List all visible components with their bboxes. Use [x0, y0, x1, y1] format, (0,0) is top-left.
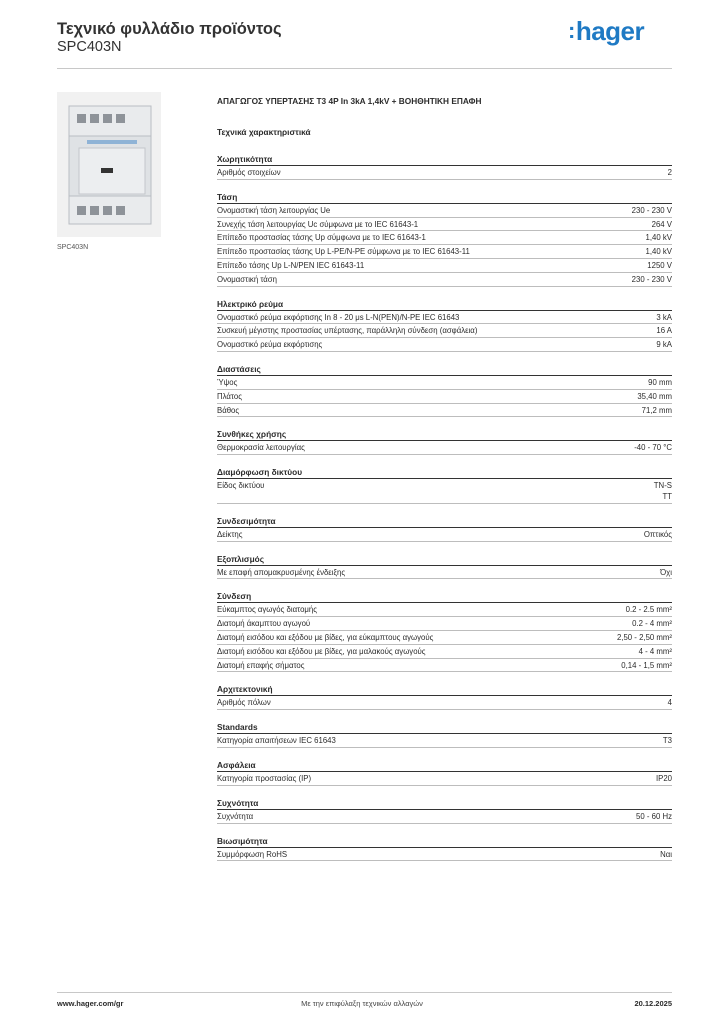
- spec-label: Ονομαστική τάση: [217, 274, 277, 284]
- spec-row: [217, 338, 672, 352]
- spec-value: T3: [662, 736, 672, 746]
- spec-row: [217, 772, 672, 786]
- spec-label: Συχνότητα: [217, 811, 254, 821]
- spec-value: Ναι: [660, 849, 672, 859]
- spec-label: Επίπεδο τάσης Up L-N/PEN IEC 61643-11: [217, 260, 365, 270]
- header-divider: [57, 68, 672, 69]
- spec-label: Επίπεδο προστασίας τάσης Up σύμφωνα με το IEC 61643-1: [217, 233, 426, 243]
- spec-label: Επίπεδο προστασίας τάσης Up L-PE/N-PE σύμφωνα με το IEC 61643-11: [217, 247, 470, 257]
- section-heading: Αρχιτεκτονική: [217, 684, 672, 696]
- section-heading: Συνδεσιμότητα: [217, 516, 672, 528]
- spec-label: Διατομή άκαμπτου αγωγού: [217, 619, 311, 629]
- spec-label: Βάθος: [217, 405, 240, 415]
- spec-label: Είδος δικτύου: [217, 481, 265, 491]
- product-code: SPC403N: [57, 39, 122, 55]
- section-heading: Βιωσιμότητα: [217, 836, 672, 848]
- section-heading: Ασφάλεια: [217, 760, 672, 772]
- tech-heading: Τεχνικά χαρακτηριστικά: [217, 127, 311, 137]
- spec-label: Ονομαστική τάση λειτουργίας Ue: [217, 205, 331, 215]
- spec-row: [217, 566, 672, 580]
- spec-label: Συνεχής τάση λειτουργίας Uc σύμφωνα με το IEC 61643-1: [217, 219, 419, 229]
- spec-row: [217, 218, 672, 232]
- spec-value: 1,40 kV: [645, 247, 672, 257]
- spec-value: 230 - 230 V: [631, 274, 672, 284]
- spec-value: 2: [667, 168, 672, 177]
- section-heading: Συνθήκες χρήσης: [217, 429, 672, 441]
- spec-label: Διατομή εισόδου και εξόδου με βίδες, για εύκαμπτους αγωγούς: [217, 632, 434, 642]
- spec-row: [217, 259, 672, 273]
- spec-value: Όχι: [660, 567, 672, 577]
- spec-row: [217, 245, 672, 259]
- spec-value: 1,40 kV: [645, 233, 672, 243]
- document-title: Τεχνικό φυλλάδιο προϊόντος: [57, 20, 282, 38]
- spec-value: 0.2 - 2.5 mm²: [625, 605, 672, 615]
- section-heading: Standards: [217, 722, 672, 734]
- section-heading: Εξοπλισμός: [217, 554, 672, 566]
- spec-value: 16 A: [656, 326, 672, 336]
- spec-label: Κατηγορία προστασίας (IP): [217, 773, 312, 783]
- spec-section: [217, 760, 672, 786]
- spec-value: 264 V: [651, 219, 672, 229]
- spec-value: 0.2 - 4 mm²: [632, 619, 672, 629]
- product-image: [57, 92, 161, 237]
- spec-row: [217, 528, 672, 542]
- spec-value: 9 kA: [656, 340, 672, 350]
- spec-value: 50 - 60 Hz: [636, 811, 672, 821]
- section-heading: Διαμόρφωση δικτύου: [217, 467, 672, 479]
- spec-value: 35,40 mm: [637, 391, 672, 401]
- spec-row: [217, 810, 672, 824]
- spec-row: [217, 848, 672, 862]
- spec-label: Ονομαστικό ρεύμα εκφόρτισης: [217, 340, 323, 350]
- spec-value: 230 - 230 V: [631, 205, 672, 215]
- spec-section: [217, 364, 672, 417]
- spec-section: [217, 154, 672, 180]
- spec-label: Εύκαμπτος αγωγός διατομής: [217, 605, 318, 615]
- spec-section: [217, 591, 672, 672]
- spec-label: Αριθμός στοιχείων: [217, 168, 281, 177]
- spec-row: [217, 645, 672, 659]
- spec-label: Συσκευή μέγιστης προστασίας υπέρτασης, παράλληλη σύνδεση (ασφάλεια): [217, 326, 478, 336]
- spec-row: [217, 376, 672, 390]
- section-heading: Σύνδεση: [217, 591, 672, 603]
- spec-value: TN-S TT: [653, 481, 672, 501]
- spec-label: Κατηγορία απαιτήσεων IEC 61643: [217, 736, 336, 746]
- spec-row: [217, 404, 672, 418]
- spec-label: Αριθμός πόλων: [217, 698, 271, 708]
- spec-row: [217, 324, 672, 338]
- spec-row: [217, 441, 672, 455]
- footer-note: Με την επιφύλαξη τεχνικών αλλαγών: [301, 999, 423, 1008]
- spec-section: [217, 429, 672, 455]
- section-heading: Ηλεκτρικό ρεύμα: [217, 299, 672, 311]
- spec-row: [217, 734, 672, 748]
- spec-label: Δείκτης: [217, 529, 243, 539]
- spec-value: 1250 V: [647, 260, 672, 270]
- spec-row: [217, 659, 672, 673]
- section-heading: Χωρητικότητα: [217, 154, 672, 166]
- surge-arrester-icon: [57, 92, 161, 237]
- spec-row: [217, 390, 672, 404]
- spec-section: [217, 467, 672, 504]
- spec-value: 71,2 mm: [641, 405, 672, 415]
- footer-date: 20.12.2025: [634, 999, 672, 1008]
- spec-row: [217, 204, 672, 218]
- spec-section: [217, 554, 672, 580]
- spec-value: 4: [667, 698, 672, 708]
- spec-label: Ονομαστικό ρεύμα εκφόρτισης In 8 - 20 μs L-N(PEN)/N-PE IEC 61643: [217, 312, 460, 322]
- spec-value: 0,14 - 1,5 mm²: [621, 660, 672, 670]
- spec-row: [217, 231, 672, 245]
- spec-row: [217, 479, 672, 504]
- spec-row: [217, 311, 672, 325]
- spec-value: IP20: [655, 773, 672, 783]
- spec-section: [217, 836, 672, 862]
- spec-row: [217, 617, 672, 631]
- spec-sections: [217, 154, 672, 861]
- footer-url[interactable]: www.hager.com/gr: [57, 999, 124, 1008]
- spec-section: [217, 798, 672, 824]
- product-title: ΑΠΑΓΩΓΟΣ ΥΠΕΡΤΑΣΗΣ Τ3 4P In 3kA 1,4kV + ΒΟΗΘΗΤΙΚΗ ΕΠΑΦΗ: [217, 96, 482, 106]
- hager-logo[interactable]: :hager: [568, 16, 645, 46]
- footer-divider: [57, 992, 672, 993]
- spec-section: [217, 722, 672, 748]
- logo-mark-icon: :: [568, 18, 575, 43]
- spec-value: 4 - 4 mm²: [638, 646, 672, 656]
- spec-value: 90 mm: [648, 377, 672, 387]
- spec-row: [217, 696, 672, 710]
- section-heading: Συχνότητα: [217, 798, 672, 810]
- section-heading: Διαστάσεις: [217, 364, 672, 376]
- spec-value: 3 kA: [656, 312, 672, 322]
- spec-section: [217, 684, 672, 710]
- spec-section: [217, 516, 672, 542]
- spec-value: -40 - 70 °C: [634, 443, 672, 453]
- spec-label: Διατομή επαφής σήματος: [217, 660, 305, 670]
- spec-label: Ύψος: [217, 377, 238, 387]
- product-caption: SPC403N: [57, 244, 89, 251]
- spec-row: [217, 273, 672, 287]
- spec-label: Διατομή εισόδου και εξόδου με βίδες, για μαλακούς αγωγούς: [217, 646, 426, 656]
- spec-row: [217, 166, 672, 180]
- spec-value: 2,50 - 2,50 mm²: [616, 632, 672, 642]
- section-heading: Τάση: [217, 192, 672, 204]
- spec-row: [217, 603, 672, 617]
- spec-content: [217, 96, 672, 873]
- spec-label: Θερμοκρασία λειτουργίας: [217, 443, 305, 453]
- spec-section: [217, 299, 672, 352]
- spec-label: Με επαφή απομακρυσμένης ένδειξης: [217, 567, 346, 577]
- spec-label: Συμμόρφωση RoHS: [217, 849, 288, 859]
- spec-row: [217, 631, 672, 645]
- spec-section: [217, 192, 672, 287]
- spec-value: Οπτικός: [643, 529, 672, 539]
- spec-label: Πλάτος: [217, 391, 242, 401]
